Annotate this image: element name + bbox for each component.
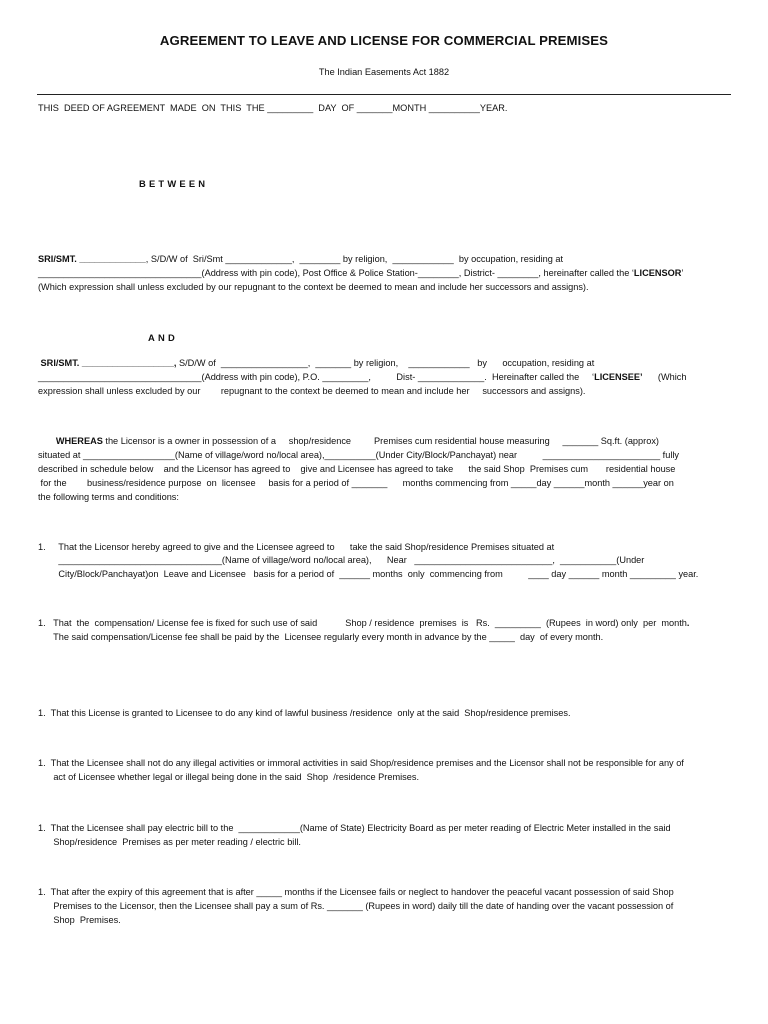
licensee-line-2 xyxy=(38,370,687,384)
whereas-line-5: the following terms and conditions: xyxy=(38,492,179,502)
whereas-keyword: WHEREAS xyxy=(55,436,103,446)
licensor-line-3: (Which expression shall unless excluded by our repugnant to the context be deemed to mean and include her successors and assigns). xyxy=(38,282,589,292)
clause-4-line-1: 1. That the Licensee shall not do any illegal activities or immoral activities in said Shop/residence premises and the Licensor shall not be responsible for any of xyxy=(38,758,684,768)
header-divider xyxy=(37,94,731,95)
licensee-details: S/D/W of _________________, _______ by religion, ____________ by occupation, residing at xyxy=(176,358,595,368)
licensor-line-1 xyxy=(38,252,563,266)
between-heading: BETWEEN xyxy=(139,178,209,189)
clause-2-text: 1. That the compensation/ License fee is fixed for such use of said Shop / residence premises is Rs. _________ (Rupees in word) only per month xyxy=(38,618,687,628)
licensor-line-2 xyxy=(38,266,683,280)
document-subtitle: The Indian Easements Act 1882 xyxy=(318,67,450,77)
clause-2-period: . xyxy=(686,618,690,628)
clause-6-line-3: Shop Premises. xyxy=(38,915,121,925)
licensor-name-label: SRI/SMT. _____________ xyxy=(38,254,146,264)
clause-2-line-1 xyxy=(38,616,689,630)
licensor-quote-close: ’ xyxy=(681,268,684,278)
licensee-line-1 xyxy=(38,356,594,370)
clause-6-line-2: Premises to the Licensor, then the Licensee shall pay a sum of Rs. _______ (Rupees in word) daily till the date of handing over the vacant possession of xyxy=(38,901,674,911)
licensor-address: ________________________________(Address with pin code), Post Office & Police Station-________, District- ________, hereinafter called the ‘ xyxy=(38,268,634,278)
clause-1-line-1: 1. That the Licensor hereby agreed to give and the Licensee agreed to take the said Shop/residence Premises situated at xyxy=(38,542,555,552)
licensee-term: LICENSEE’ xyxy=(594,372,643,382)
whereas-line-4: for the business/residence purpose on licensee basis for a period of _______ months commencing from _____day ______month ______year on xyxy=(38,478,674,488)
whereas-line-2: situated at __________________(Name of village/word no/local area),__________(Under City/Block/Panchayat) near _______________________ fully xyxy=(38,450,680,460)
deed-line: THIS DEED OF AGREEMENT MADE ON THIS THE _________ DAY OF _______MONTH __________YEAR. xyxy=(38,103,508,113)
whereas-indent xyxy=(38,436,56,446)
and-heading: AND xyxy=(148,332,178,343)
clause-5-line-1: 1. That the Licensee shall pay electric bill to the ____________(Name of State) Electricity Board as per meter reading of Electric Meter installed in the said xyxy=(38,823,671,833)
clause-1-line-2: ________________________________(Name of village/word no/local area), Near ___________________________, ___________(Under xyxy=(38,555,645,565)
clause-6-line-1: 1. That after the expiry of this agreement that is after _____ months if the Licensee fails or neglect to handover the peaceful vacant possession of said Shop xyxy=(38,887,674,897)
licensor-details: , S/D/W of Sri/Smt _____________, ________ by religion, ____________ by occupation, residing at xyxy=(145,254,564,264)
clause-5-line-2: Shop/residence Premises as per meter reading / electric bill. xyxy=(38,837,301,847)
clause-4-line-2: act of Licensee whether legal or illegal being done in the said Shop /residence Premises. xyxy=(38,772,419,782)
licensor-term: LICENSOR xyxy=(633,268,682,278)
licensee-line-3: expression shall unless excluded by our repugnant to the context be deemed to mean and include her successors and assigns). xyxy=(38,386,586,396)
licensee-address: ________________________________(Address with pin code), P.O. _________, Dist- _____________. Hereinafter called the ‘ xyxy=(38,372,595,382)
clause-3-line-1: 1. That this License is granted to Licensee to do any kind of lawful business /residence only at the said Shop/residence premises. xyxy=(38,708,571,718)
whereas-line-1 xyxy=(38,434,659,448)
clause-2-line-2: The said compensation/License fee shall be paid by the Licensee regularly every month in advance by the _____ day of every month. xyxy=(38,632,604,642)
whereas-text-1: the Licensor is a owner in possession of a shop/residence Premises cum residential house measuring _______ Sq.ft. (approx) xyxy=(102,436,659,446)
document-title: AGREEMENT TO LEAVE AND LICENSE FOR COMMERCIAL PREMISES xyxy=(159,33,609,48)
licensee-which: (Which xyxy=(642,372,687,382)
whereas-line-3: described in schedule below and the Licensor has agreed to give and Licensee has agreed to take the said Shop Premises cum residential house xyxy=(38,464,676,474)
licensee-name-label: SRI/SMT. __________________, xyxy=(38,358,177,368)
clause-1-line-3: City/Block/Panchayat)on Leave and Licensee basis for a period of ______ months only commencing from ____ day ______ month _________ year. xyxy=(38,569,699,579)
